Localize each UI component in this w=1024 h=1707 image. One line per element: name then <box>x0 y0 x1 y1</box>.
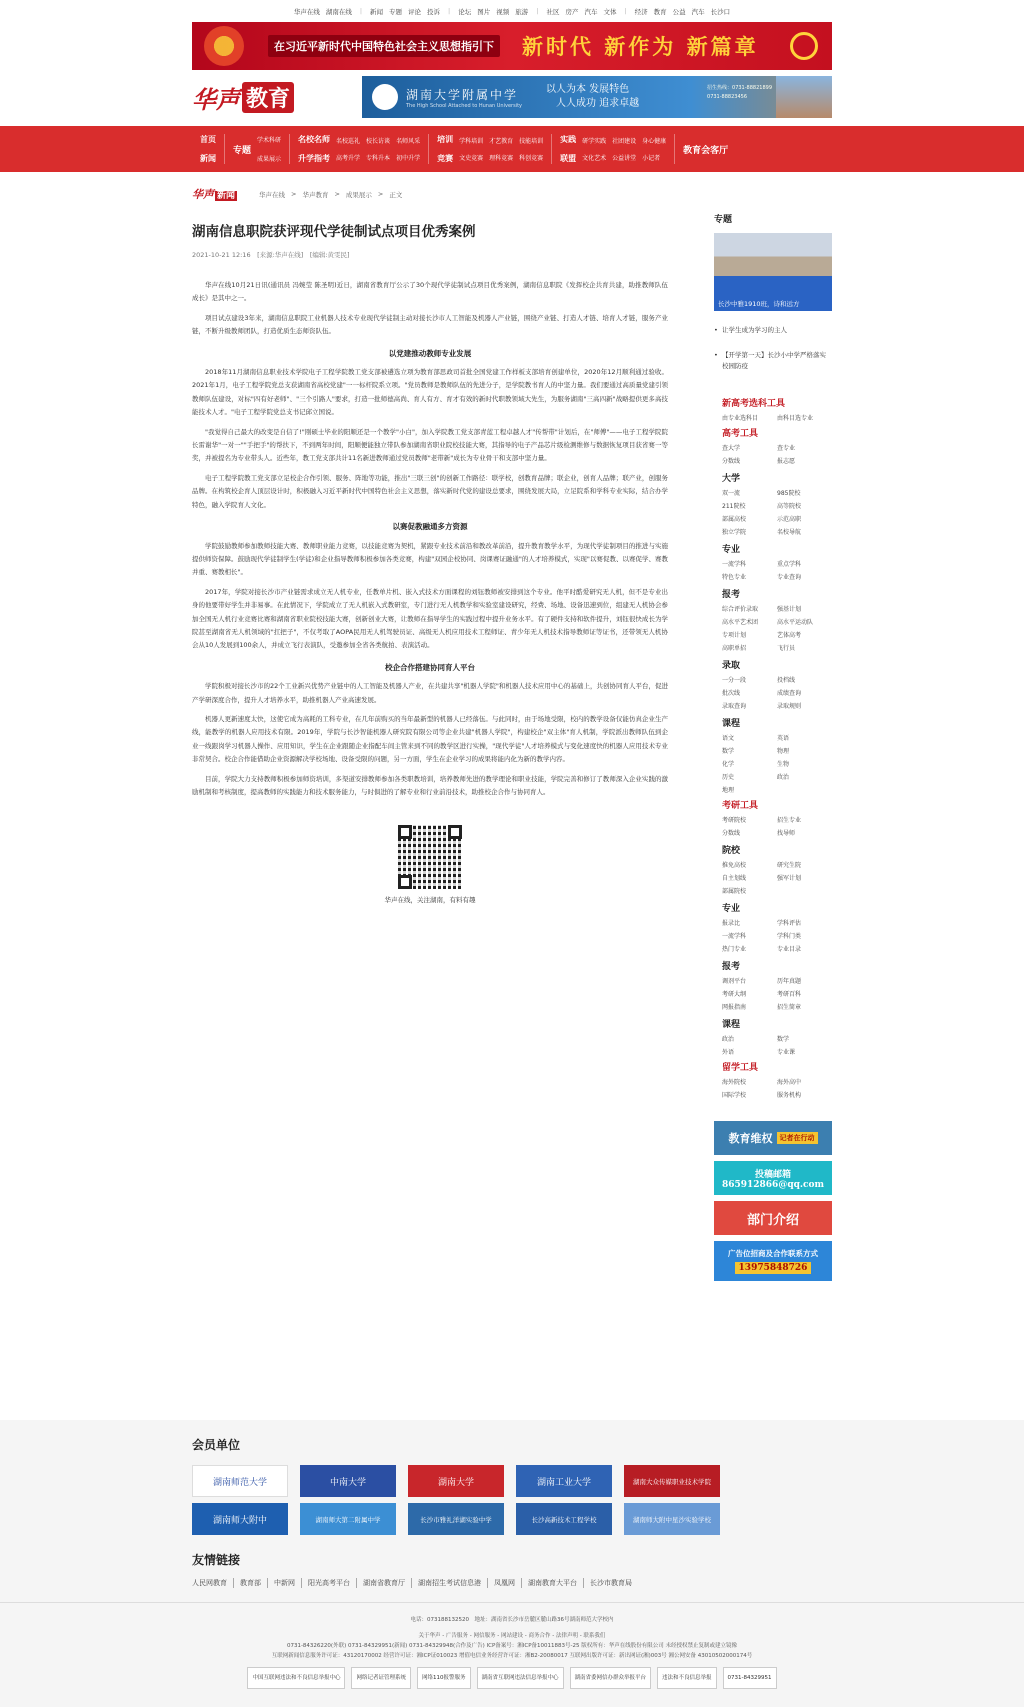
member-logo[interactable]: 湖南工业大学 <box>516 1465 612 1497</box>
qr-code-image <box>398 825 462 889</box>
sidebar-link[interactable]: • 让学生成为学习的主人 <box>714 325 832 336</box>
tool-link[interactable]: 找导师 <box>777 830 796 837</box>
top-links-bar <box>0 0 1024 22</box>
tool-group-grid <box>722 918 832 953</box>
tool-group-title: 课程 <box>722 1020 741 1030</box>
tool-group-grid <box>722 443 832 465</box>
qr-code-block <box>360 825 500 904</box>
nav-sub-item[interactable]: 名师风采 <box>396 138 421 145</box>
tool-group-grid <box>722 976 832 1011</box>
tool-link[interactable]: 数学 <box>722 748 735 755</box>
tool-link[interactable]: 查专业 <box>777 445 796 452</box>
topbar-link[interactable]: 社区 <box>546 7 560 16</box>
tool-link[interactable]: 飞行员 <box>777 645 796 652</box>
nav-sub-item[interactable]: 初中升学 <box>396 155 421 162</box>
friend-links <box>192 1578 832 1588</box>
tool-group-title: 报考 <box>722 962 741 972</box>
site-logo[interactable] <box>192 80 294 115</box>
links-title: 友情链接 <box>192 1553 241 1567</box>
member-logo[interactable]: 湖南师大第二附属中学 <box>300 1503 396 1535</box>
topbar-link[interactable]: 湖南在线 <box>325 7 352 16</box>
ad-slogan-2: 人人成功 追求卓越 <box>555 98 640 109</box>
tool-link[interactable]: 政治 <box>722 1036 735 1043</box>
paragraph: 学院积极对接长沙市的22个工业新兴优势产业链中的人工智能及机器人产业，在共建共享"机器人学院"和机器人技术应用中心的基础上，共创协同育人平台，促进产学研深度合作，提升人才培养水平，助推机器人产业高速发展。 <box>192 682 668 704</box>
tool-link[interactable]: 综合评价录取 <box>722 606 759 613</box>
department-ad-text: 部门介绍 <box>746 1212 799 1228</box>
tool-link[interactable]: 研究生院 <box>777 862 802 869</box>
tool-group-grid <box>722 1034 832 1056</box>
member-logo[interactable]: 湖南大学 <box>408 1465 504 1497</box>
tool-link[interactable]: 由专业选科目 <box>722 415 759 422</box>
tool-link[interactable]: 艺体高考 <box>777 632 802 639</box>
tool-link[interactable]: 强基计划 <box>777 606 802 613</box>
topbar-link[interactable]: 文体 <box>603 7 617 16</box>
tool-link[interactable]: 由科目选专业 <box>777 415 814 422</box>
tool-link[interactable]: 英语 <box>777 735 790 742</box>
qr-caption: 华声在线，关注湖南，有料有趣 <box>384 896 476 905</box>
nav-sub-item[interactable]: 科创竞赛 <box>519 155 544 162</box>
tool-link[interactable]: 招生简章 <box>777 1004 802 1011</box>
topbar-link[interactable]: 评论 <box>408 7 422 16</box>
topbar-group <box>294 7 352 16</box>
topbar-link[interactable]: 汽车 <box>584 7 598 16</box>
tool-link[interactable]: 网报指南 <box>722 1004 747 1011</box>
tool-link[interactable]: 考研院校 <box>722 817 747 824</box>
tool-group-grid <box>722 733 832 794</box>
nav-special[interactable]: 专题 <box>233 145 252 156</box>
email-ad-address: 865912866@qq.com <box>721 1179 825 1190</box>
sidebar-title: 专题 <box>714 215 733 225</box>
tool-link[interactable]: 地理 <box>722 787 735 794</box>
tool-link[interactable]: 化学 <box>722 761 735 768</box>
school-ad-banner[interactable] <box>362 76 832 118</box>
tool-link[interactable]: 语文 <box>722 735 735 742</box>
friend-link[interactable]: 湖南省教育厅 <box>357 1578 412 1588</box>
paragraph: 2018年11月湖南信息职业技术学院电子工程学院教工党支部被遴选立项为教育部思政司首批全国党建工作样板支部培育创建单位，2020年12月顺利通过验收。2021年1月，电子工程学院党总支获湖南省高校党建"一一标杆院系立项。"党员教师是教师队伍的先进分子，是学院教书育人的中坚力量。我们要通过高质量党建引领教师队伍建设，对标"四有好老师"、"三个引路人"要求，打造一批师德高尚、育人有方、育才有效的新时代职教领域大先生，为服务湖南"三高四新"战略提供更多高技能技术人才。"电子工程学院党总支书记邱立国说。 <box>192 368 668 417</box>
tool-group-grid <box>722 559 832 581</box>
paragraph: "我觉得自己最大的改变是自信了!"刚硕士毕业的阳顺还是一个教学"小白"，加入学院教工党支部青蓝工程卓越人才"传帮带"计划后，在"师傅"——电子工程学院院长雷谢华"一对一""手把手"的帮扶下，不到两年时间，阳顺便能独立带队参加湖南省职业院校技能大赛，其指导的电子产品芯片级检测维修与数据恢复项目获省赛一等奖，并被提名为专业带头人。近些年，教工党支部共计11名新进教师通过党员教师"老带新"成长为专业骨干和支部中坚力量。 <box>192 427 668 463</box>
tool-link[interactable]: 分数线 <box>722 830 741 837</box>
school-building-image <box>776 76 832 118</box>
footer-about-links[interactable]: 关于华声 - 广告服务 - 网信服务 - 网站建设 - 商务合作 - 法律声明 - 联系我们 <box>418 1633 606 1639</box>
member-logo[interactable]: 中南大学 <box>300 1465 396 1497</box>
tool-group-title: 院校 <box>722 846 741 856</box>
member-logo[interactable]: 长沙高新技术工程学校 <box>516 1503 612 1535</box>
tools-panel <box>714 396 832 1099</box>
breadcrumb-sep: > <box>291 190 297 198</box>
footer-copyright: 0731-84326220(外联) 0731-84329951(新闻) 0731-84329948(合作及广告) ICP备案号：湘ICP备10011883号-25 版权所有：华声在线股份有限公司 未经授权禁止复制或建立镜像 <box>286 1643 738 1649</box>
tool-link[interactable]: 录取查询 <box>722 703 747 710</box>
top-banner[interactable] <box>192 22 832 70</box>
ad-school-name-en: The High School Attached to Hunan University <box>406 102 522 109</box>
footer-badges <box>0 1667 1024 1689</box>
sidebar <box>714 212 832 1281</box>
tool-link[interactable]: 高水平艺术团 <box>722 619 759 626</box>
tool-group-title: 专业 <box>722 545 741 555</box>
nav-sub-item[interactable]: 名校巡礼 <box>336 138 361 145</box>
submission-email-ad[interactable] <box>714 1161 832 1195</box>
friend-link[interactable]: 湖南教育大平台 <box>522 1578 584 1588</box>
tool-group-grid <box>722 604 832 652</box>
tool-link[interactable]: 查大学 <box>722 445 741 452</box>
nav-sub-achievements[interactable]: 成果展示 <box>257 156 282 163</box>
topbar-link[interactable]: 房产 <box>565 7 579 16</box>
nav-sub-item[interactable]: 高考升学 <box>336 155 361 162</box>
footer-badge[interactable]: 网络110报警服务 <box>417 1667 471 1689</box>
paragraph: 电子工程学院教工党支部立足校企合作引领、服务、阵地等功能，推出"三联三创"的创新工作路径：联学校，创教育品牌；联企业，创育人品牌；联产业，创服务品牌。在构筑校企育人顶层设计时，积极融入习近平新时代中国特色社会主义思想，落实新时代党的建设总要求，围绕发展大局，立足院系和学科专业实际，结合办学特色，融入学院育人文化。 <box>192 473 668 509</box>
topbar-link[interactable]: 视频 <box>496 7 510 16</box>
nav-sub-item[interactable]: 公益讲堂 <box>612 155 637 162</box>
friend-link[interactable]: 人民网教育 <box>192 1578 234 1588</box>
paragraph: 2017年，学院对接长沙市产业链需求成立无人机专业，任教单片机、嵌入式技术方面课程的刘钰教师被安排到这个专业。他平时酷爱研究无人机，但不是专业出身的他要带好学生并非易事。在此情况下，学院成立了无人机嵌入式教研室，专门进行无人机教学和实验室建设研究，经费、场地、设备迅速到位，组建无人机协会参加全国无人机行业竞赛比赛和湖南省职业院校技能大赛，创新创业大赛，让教师在指导学生的实践过程中提升业务水平。有了硬件支持和软件提升，刘钰很快成长为学院甚至湖南省无人机领域的"扛把子"，不仅考取了AOPA民用无人机驾驶员证、高级无人机应用技术工程师证、青少年无人机技术指导教师证等证书，还带领无人机协会从10人发展到100余人，并成立飞行表演队，受邀参加全省各类航拍、表演活动。 <box>192 587 668 650</box>
nav-sub-item[interactable]: 社团建设 <box>612 138 637 145</box>
header <box>192 70 832 124</box>
member-logo[interactable]: 湖南师大附中 <box>192 1503 288 1535</box>
breadcrumb-item[interactable]: 华声在线 <box>259 190 286 199</box>
member-logos <box>192 1465 832 1535</box>
school-badge-icon <box>372 84 398 110</box>
tool-link[interactable]: 历史 <box>722 774 735 781</box>
tool-group-grid <box>722 860 832 895</box>
tool-link[interactable]: 推免高校 <box>722 862 747 869</box>
topbar-link[interactable]: 公益 <box>672 7 686 16</box>
topbar-link[interactable]: 论坛 <box>458 7 472 16</box>
tool-link[interactable]: 高水平运动队 <box>777 619 814 626</box>
tool-link[interactable]: 国际学校 <box>722 1092 747 1099</box>
tool-link[interactable]: 部属院校 <box>722 888 747 895</box>
friend-link[interactable]: 教育部 <box>234 1578 268 1588</box>
topbar-link[interactable]: 经济 <box>634 7 648 16</box>
section-heading: 校企合作搭建协同育人平台 <box>385 662 475 672</box>
tool-link[interactable]: 成绩查询 <box>777 690 802 697</box>
footer <box>0 1420 1024 1707</box>
tool-link[interactable]: 高职单招 <box>722 645 747 652</box>
friend-link[interactable]: 长沙市教育局 <box>590 1579 632 1587</box>
tool-link[interactable]: 报志愿 <box>777 458 796 465</box>
department-ad[interactable] <box>714 1201 832 1235</box>
nav-sub-item[interactable]: 理科竞赛 <box>489 155 514 162</box>
nav-sub-item[interactable]: 才艺教育 <box>489 138 514 145</box>
footer-badge[interactable]: 中国互联网违法和不良信息举报中心 <box>247 1667 345 1689</box>
tool-link[interactable]: 专业目录 <box>777 946 802 953</box>
topbar-link[interactable]: 长沙口 <box>710 7 731 16</box>
tool-link[interactable]: 专业查询 <box>777 574 802 581</box>
nav-education-hall[interactable]: 教育会客厅 <box>683 145 729 156</box>
article <box>192 212 668 1281</box>
tool-link[interactable]: 历年真题 <box>777 978 802 985</box>
tool-link[interactable]: 外语 <box>722 1049 735 1056</box>
tool-link[interactable]: 自主划线 <box>722 875 747 882</box>
tool-group-title: 录取 <box>722 661 741 671</box>
members-title: 会员单位 <box>192 1438 241 1452</box>
rights-ad-text: 教育维权 <box>728 1132 773 1145</box>
tool-link[interactable]: 专项计划 <box>722 632 747 639</box>
nav-sub-item[interactable]: 学科培训 <box>459 138 484 145</box>
tool-link[interactable]: 独立学院 <box>722 529 747 536</box>
tool-group-title: 高考工具 <box>722 429 759 439</box>
rights-ad[interactable] <box>714 1121 832 1155</box>
nav-practice[interactable]: 实践 <box>560 135 577 144</box>
topbar-sep: | <box>624 7 627 15</box>
tool-group-title: 留学工具 <box>722 1063 759 1073</box>
nav-train[interactable]: 培训 <box>437 135 454 144</box>
tool-group-title: 新高考选科工具 <box>722 399 786 409</box>
tool-link[interactable]: 学科门类 <box>777 933 802 940</box>
advertising-ad-phone: 13975848726 <box>735 1262 812 1274</box>
ad-school-name: 湖南大学附属中学 <box>406 87 519 102</box>
tool-group-title: 考研工具 <box>722 801 759 811</box>
topbar-sep: | <box>448 7 451 15</box>
member-logo[interactable]: 湖南大众传媒职业技术学院 <box>624 1465 720 1497</box>
nav-compete[interactable]: 竞赛 <box>437 154 454 163</box>
sidebar-link[interactable]: • 【开学第一天】长沙小中学严格落实校园防疫 <box>714 350 832 372</box>
topbar-sep: | <box>359 7 363 15</box>
section-heading: 以党建推动教师专业发展 <box>388 348 472 358</box>
topbar-link[interactable]: 专题 <box>389 7 403 16</box>
tool-group-title: 大学 <box>722 474 741 484</box>
topbar-link[interactable]: 教育 <box>653 7 667 16</box>
topbar-group <box>546 7 616 16</box>
ad-tel-2: 0731-88823456 <box>707 94 747 100</box>
tool-link[interactable]: 重点学科 <box>777 561 802 568</box>
main-nav <box>0 126 1024 172</box>
paragraph: 华声在线10月21日讯(通讯员 冯婉莹 陈圣明)近日，湖南省教育厅公示了30个现代学徒制试点项目优秀案例，湖南信息职院《发挥校企共育共建，助推教师队伍成长》是其中之一。 <box>192 281 668 303</box>
tool-link[interactable]: 投档线 <box>777 677 796 684</box>
email-ad-title: 投稿邮箱 <box>754 1169 791 1180</box>
ad-slogan-1: 以人为本 发展特色 <box>545 84 630 95</box>
tool-group-grid <box>722 1077 832 1099</box>
topbar-group <box>635 7 731 16</box>
member-logo[interactable]: 湖南师大附中星沙实验学校 <box>624 1503 720 1535</box>
nav-sub-item[interactable]: 技能培训 <box>519 138 544 145</box>
friend-link[interactable]: 阳光高考平台 <box>302 1578 357 1588</box>
topbar-group <box>458 7 528 16</box>
nav-union[interactable]: 联盟 <box>560 154 577 163</box>
tool-link[interactable]: 物理 <box>777 748 790 755</box>
tool-link[interactable]: 一流学科 <box>722 561 747 568</box>
footer-badge[interactable]: 湖南省互联网违法信息举报中心 <box>477 1667 564 1689</box>
tool-link[interactable]: 名校导航 <box>777 529 802 536</box>
party-emblem-icon <box>790 32 818 60</box>
tool-link[interactable]: 特色专业 <box>722 574 747 581</box>
tool-link[interactable]: 批次线 <box>722 690 741 697</box>
tool-link[interactable]: 一分一段 <box>722 677 747 684</box>
friend-link[interactable]: 湖南招生考试信息港 <box>412 1578 488 1588</box>
special-topic-caption: 长沙中雅1910班，诗和远方 <box>718 300 800 308</box>
article-title: 湖南信息职院获评现代学徒制试点项目优秀案例 <box>192 224 476 240</box>
tool-link[interactable]: 报录比 <box>722 920 741 927</box>
nav-sub-item[interactable]: 专科升本 <box>366 155 391 162</box>
topbar-link[interactable]: 新闻 <box>370 7 384 16</box>
tool-group-title: 报考 <box>722 590 741 600</box>
logo-text-2: 教育 <box>242 82 294 113</box>
banner-right-text: 新时代 新作为 新篇章 <box>522 34 759 59</box>
friend-link[interactable]: 凤凰网 <box>488 1578 522 1588</box>
article-meta: 2021-10-21 12:16 [来源:华声在线] [编辑:黄雯民] <box>192 251 350 259</box>
tool-link[interactable]: 海外高中 <box>777 1079 802 1086</box>
tool-link[interactable]: 专业课 <box>777 1049 796 1056</box>
footer-badge[interactable]: 网络记者证管理系统 <box>351 1667 411 1689</box>
advertising-ad-title: 广告位招商及合作联系方式 <box>728 1249 818 1258</box>
tool-link[interactable]: 政治 <box>777 774 790 781</box>
news-logo: 华声 新闻 <box>192 188 236 201</box>
nav-sub-item[interactable]: 文史竞赛 <box>459 155 484 162</box>
footer-contact: 电话：073188132520 地址：湖南省长沙市岳麓区麓山路36号湖南师范大学校内 <box>410 1617 614 1623</box>
tool-link[interactable]: 学科评估 <box>777 920 802 927</box>
special-topic-image[interactable] <box>714 233 832 311</box>
section-heading: 以赛促教融通多方资源 <box>392 522 468 532</box>
nav-sub-item[interactable]: 校长访谈 <box>366 138 391 145</box>
footer-badge[interactable]: 0731-84329951 <box>723 1667 777 1689</box>
nav-sub-item[interactable]: 小记者 <box>642 155 661 162</box>
tool-link[interactable]: 分数线 <box>722 458 741 465</box>
tool-link[interactable]: 热门专业 <box>722 946 747 953</box>
tool-link[interactable]: 一流学科 <box>722 933 747 940</box>
topbar-link[interactable]: 汽车 <box>691 7 705 16</box>
topbar-link[interactable]: 投诉 <box>427 7 441 16</box>
breadcrumb-current: 正文 <box>389 190 403 199</box>
tool-group-grid <box>722 413 832 422</box>
tool-link[interactable]: 双一流 <box>722 490 741 497</box>
tool-link[interactable]: 海外院校 <box>722 1079 747 1086</box>
rights-ad-tag: 记者在行动 <box>777 1132 818 1144</box>
footer-info <box>0 1602 1024 1689</box>
breadcrumb-sep: > <box>377 190 384 198</box>
ad-tel-1: 招生热线：0731-88821899 <box>707 85 772 91</box>
friend-link[interactable]: 中新网 <box>268 1578 302 1588</box>
breadcrumb-item[interactable]: 华声教育 <box>302 190 329 199</box>
tool-link[interactable]: 考研百科 <box>777 991 802 998</box>
tool-link[interactable]: 服务机构 <box>777 1092 802 1099</box>
paragraph: 项目试点建设3年来，湖南信息职院工业机器人技术专业现代学徒制主动对接长沙市人工智能及机器人产业链，围绕产业链、打造人才链、培育人才链，服务产业链，不断升级教师团队，打造优质生态师资队伍。 <box>192 313 668 336</box>
tool-link[interactable]: 211院校 <box>722 503 746 510</box>
footer-badge[interactable]: 违法和不良信息举报 <box>657 1667 717 1689</box>
emblem-icon <box>204 26 244 66</box>
tool-link[interactable]: 录取规则 <box>777 703 802 710</box>
nav-sub-research[interactable]: 学术科研 <box>257 137 282 144</box>
paragraph: 机器人更新速度太快，这使它成为高耗的工科专业，在几年前购买的当年最新型的机器人已经落伍。与此同时，由于场地受限，校内的教学设备仅能仿真企业生产线，能教学的机器人应用技术有限。2019年，学院与长沙智能机器人研究院有限公司等企业共建"机器人学院"，构建校企"双主体"育人机制，学院派出教师队伍到企业一线跟岗学习机器人操作、应用知识，学生在企业跟随企业指配车间主管来到不同的教学区进行实操，"现代学徒"人才培养模式与变化速度快的机器人应用技术专业非常契合。校企合作能借助企业资源解决学校场地、设备受限的问题，另一方面，学生在企业学习的成果将能内化为新的教学内容。 <box>192 714 668 764</box>
nav-sub-item[interactable]: 研学实践 <box>582 138 607 145</box>
article-body <box>192 279 668 799</box>
paragraph: 学院鼓励教师参加教师技能大赛、教师职业能力竞赛，以技能竞赛为契机，紧跟专业技术前沿和教改革前沿，提升教育教学水平，为现代学徒制项目的推进与实施提供师资保障。鼓励现代学徒制学生(学徒)和企业指导教师积极参加各类竞赛，构建"双园企校协同、岗课赛证融通"的人才培养模式，实现"以赛促教、以赛促学、赛教并重、赛教相长"。 <box>192 541 668 577</box>
nav-home[interactable]: 首页 <box>200 135 216 144</box>
advertising-contact-ad[interactable] <box>714 1241 832 1281</box>
tool-link[interactable]: 调剂平台 <box>722 978 747 985</box>
nav-sub-item[interactable]: 身心健康 <box>642 138 667 145</box>
breadcrumb <box>192 186 832 202</box>
topbar-link[interactable]: 图片 <box>477 7 491 16</box>
tool-link[interactable]: 强军计划 <box>777 875 802 882</box>
logo-text-1: 华声 <box>192 84 240 114</box>
nav-enroll[interactable]: 升学指考 <box>298 154 331 163</box>
breadcrumb-item[interactable]: 成果展示 <box>345 190 372 199</box>
breadcrumb-sep: > <box>334 190 340 198</box>
tool-group-grid <box>722 815 832 837</box>
nav-famous[interactable]: 名校名师 <box>298 135 331 144</box>
member-logo[interactable]: 湖南师范大学 <box>192 1465 288 1497</box>
tool-link[interactable]: 数学 <box>777 1036 790 1043</box>
tool-group-title: 专业 <box>722 904 741 914</box>
topbar-group <box>370 7 440 16</box>
tool-link[interactable]: 高等院校 <box>777 503 802 510</box>
nav-sub-item[interactable]: 文化艺术 <box>582 155 607 162</box>
nav-news[interactable]: 新闻 <box>200 154 216 163</box>
tool-link[interactable]: 示范高职 <box>777 516 802 523</box>
tool-link[interactable]: 生物 <box>777 761 790 768</box>
tool-link[interactable]: 部属高校 <box>722 516 747 523</box>
paragraph: 目前，学院大力支持教师积极参加师资培训，多渠道安排教师参加各类职教培训，培养教师先进的教学理论和职业技能，学院完善和修订了教师深入企业实践的激励机制和考核制度，提高教师的实践能力和技术服务能力，与时俱进的了解专业和行业前沿技术，助推校企合作与协同育人。 <box>192 774 668 796</box>
banner-left-text: 在习近平新时代中国特色社会主义思想指引下 <box>268 35 500 57</box>
tool-group-grid <box>722 488 832 536</box>
footer-badge[interactable]: 湖南省委网信办群众举报平台 <box>570 1667 652 1689</box>
tool-group-grid <box>722 675 832 710</box>
tool-group-title: 课程 <box>722 719 741 729</box>
topbar-sep: | <box>536 7 539 15</box>
tool-link[interactable]: 考研大纲 <box>722 991 747 998</box>
topbar-link[interactable]: 华声在线 <box>293 7 320 16</box>
footer-licenses: 互联网新闻信息服务许可证：43120170002 经营许可证：湘ICP证010023 增值电信业务经营许可证：湘B2-20080017 互联网出版许可证：新出网证(湘)003号 湘公网安备 43010502000174号 <box>271 1653 753 1659</box>
tool-link[interactable]: 招生专业 <box>777 817 802 824</box>
topbar-link[interactable]: 旅游 <box>515 7 529 16</box>
tool-link[interactable]: 985院校 <box>777 490 801 497</box>
member-logo[interactable]: 长沙市雅礼洋湖实验中学 <box>408 1503 504 1535</box>
